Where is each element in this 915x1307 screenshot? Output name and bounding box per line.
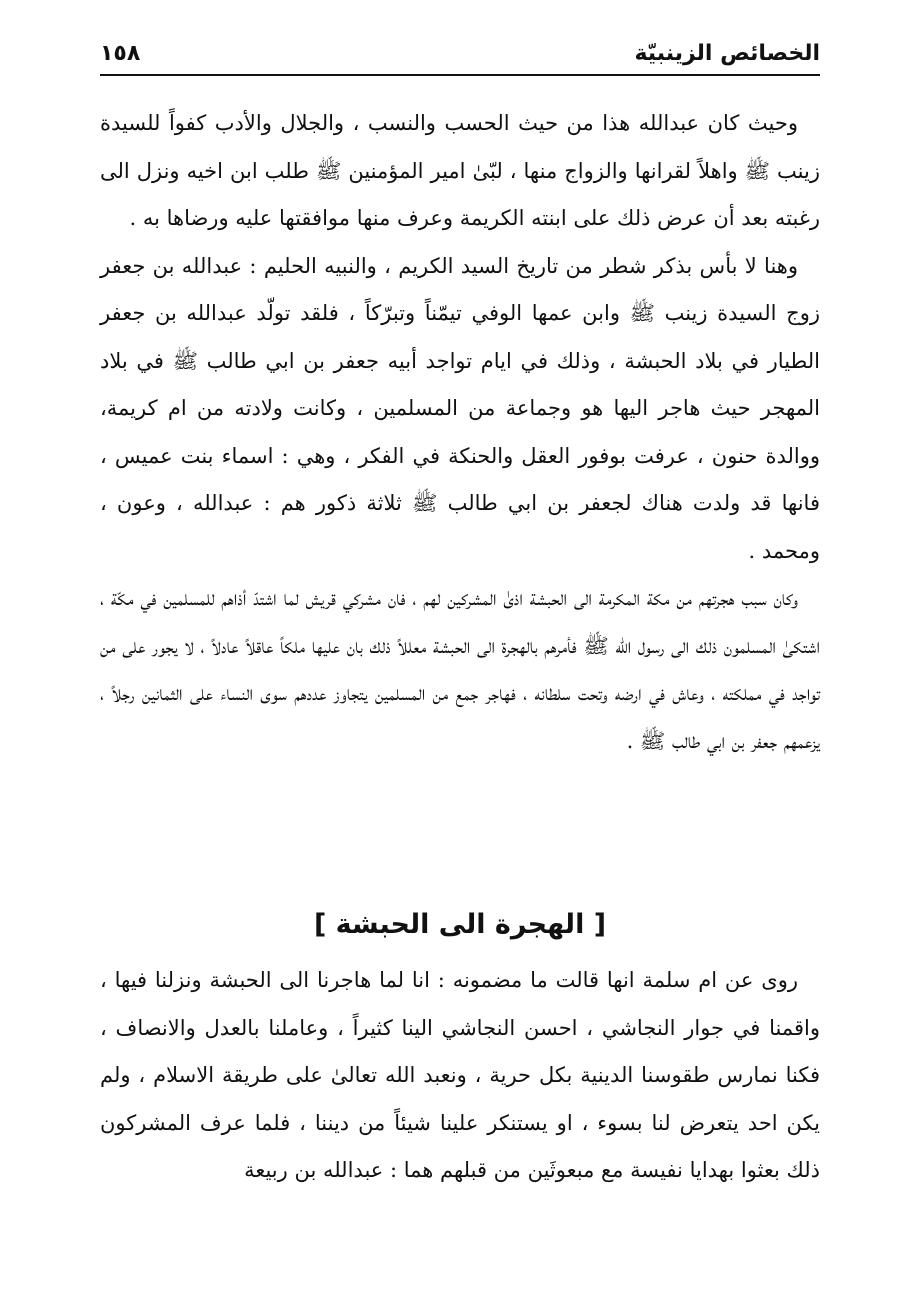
- paragraph: وهنا لا بأس بذكر شطر من تاريخ السيد الكريم ، والنبيه الحليم : عبدالله بن جعفر زوج السيدة زينب ﷺ وابن عمها الوفي تيمّناً وتبرّكاً ، فلقد تولّد عبدالله بن جعفر الطيار في بلاد الحبشة ، وذلك في ايام تواجد أبيه جعفر بن ابي طالب ﷺ في بلاد المهجر حيث هاجر اليها هو وجماعة من المسلمين ، وكانت ولادته من ام كريمة، ووالدة حنون ، عرفت بوفور العقل والحنكة في الفكر ، وهي : اسماء بنت عميس ، فانها قد ولدت هناك لجعفر بن ابي طالب ﷺ ثلاثة ذكور هم : عبدالله ، وعون ، ومحمد .: [100, 253, 820, 563]
- header-title: الخصائص الزينبيّة: [634, 41, 820, 66]
- page-number: ١٥٨: [100, 41, 141, 66]
- section-heading: [ الهجرة الى الحبشة ]: [313, 909, 607, 940]
- header-divider: [100, 74, 820, 76]
- paragraph: روى عن ام سلمة انها قالت ما مضمونه : انا لما هاجرنا الى الحبشة ونزلنا فيها ، واقمنا في جوار النجاشي ، احسن النجاشي الينا كثيراً ، وعاملنا بالعدل والانصاف ، فكنا نمارس طقوسنا الدينية بكل حرية ، ونعبد الله تعالىٰ على طريقة الاسلام ، ولم يكن احد يتعرض لنا بسوء ، او يستنكر علينا شيئاً من ديننا ، فلما عرف المشركون ذلك بعثوا بهدايا نفيسة مع مبعوثَين من قبلهم هما : عبدالله بن ربيعة: [100, 968, 820, 1182]
- body-text-top: [100, 100, 820, 765]
- running-header: [100, 30, 820, 66]
- body-text-bottom: [100, 957, 820, 1195]
- paragraph: وكان سبب هجرتهم من مكة المكرمة الى الحبشة اذىٰ المشركين لهم ، فان مشركي قريش لما اشتدّ أذاهم للمسلمين في مكّة ، اشتكىٰ المسلمون ذلك الى رسول الله ﷺ فأمرهم بالهجرة الى الحبشة معللاً ذلك بان عليها ملكاً عاقلاً عادلاً ، لا يجور على من تواجد في مملكته ، وعاش في ارضه وتحت سلطانه ، فهاجر جمع من المسلمين يتجاوز عددهم سوى النساء على الثمانين رجلاً ، يزعمهم جعفر بن ابي طالب ﷺ .: [100, 586, 820, 753]
- paragraph: وحيث كان عبدالله هذا من حيث الحسب والنسب ، والجلال والأدب كفواً للسيدة زينب ﷺ واهلاً لقرانها والزواج منها ، لبّىٰ امير المؤمنين ﷺ طلب ابن اخيه ونزل الى رغبته بعد أن عرض ذلك على ابنته الكريمة وعرف منها موافقتها عليه ورضاها به .: [100, 111, 820, 230]
